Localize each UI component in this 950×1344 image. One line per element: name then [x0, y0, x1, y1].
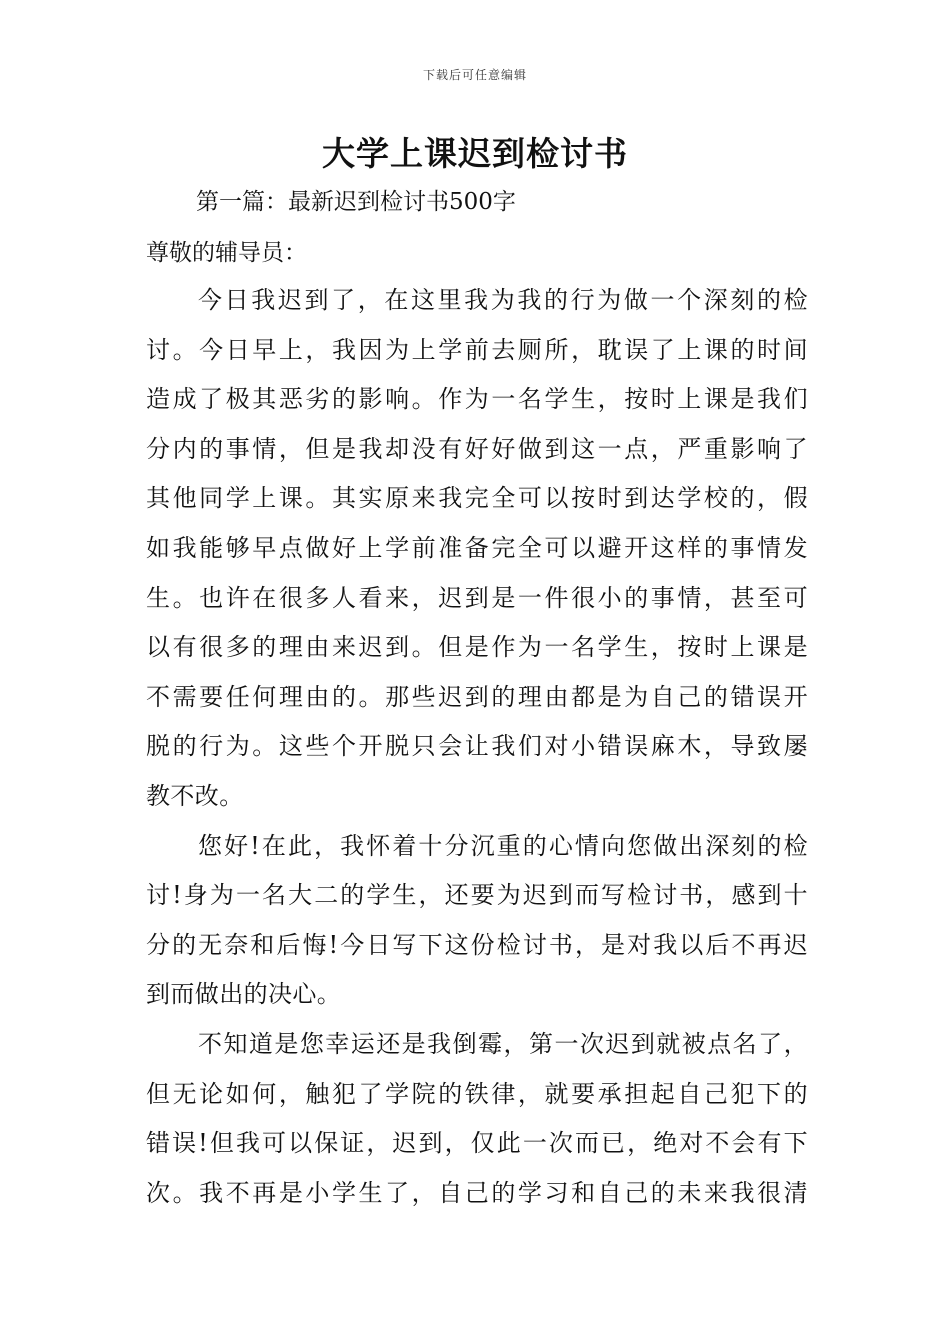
- text-line: 次。我不再是小学生了，自己的学习和自己的未来我很清: [146, 1178, 808, 1207]
- salutation: 尊敬的辅导员：: [146, 240, 307, 266]
- text-line: 生。也许在很多人看来，迟到是一件很小的事情，甚至可: [146, 583, 808, 612]
- text-line: 今日我迟到了，在这里我为我的行为做一个深刻的检: [198, 286, 808, 314]
- text-line: 其他同学上课。其实原来我完全可以按时到达学校的，假: [146, 484, 808, 513]
- text-line: 不需要任何理由的。那些迟到的理由都是为自己的错误开: [146, 682, 808, 711]
- body-text: [146, 282, 808, 1224]
- text-line: 讨。今日早上，我因为上学前去厕所，耽误了上课的时间: [146, 335, 808, 364]
- text-line: 错误!但我可以保证，迟到，仅此一次而已，绝对不会有下: [146, 1129, 808, 1158]
- header-note: 下载后可任意编辑: [422, 68, 527, 82]
- text-line: 但无论如何，触犯了学院的铁律，就要承担起自己犯下的: [146, 1079, 808, 1108]
- text-line: 以有很多的理由来迟到。但是作为一名学生，按时上课是: [146, 633, 808, 662]
- text-line: 造成了极其恶劣的影响。作为一名学生，按时上课是我们: [146, 385, 808, 414]
- text-line: 分的无奈和后悔!今日写下这份检讨书，是对我以后不再迟: [146, 930, 808, 959]
- text-line: 讨!身为一名大二的学生，还要为迟到而写检讨书，感到十: [146, 881, 808, 910]
- text-line: 分内的事情，但是我却没有好好做到这一点，严重影响了: [146, 434, 808, 463]
- section-subtitle: 第一篇：最新迟到检讨书500字: [196, 189, 516, 215]
- text-line: 到而做出的决心。: [146, 980, 342, 1009]
- text-line: 如我能够早点做好上学前准备完全可以避开这样的事情发: [146, 533, 808, 562]
- document-title: 大学上课迟到检讨书: [322, 134, 628, 173]
- text-line: 教不改。: [146, 781, 244, 810]
- text-line: 不知道是您幸运还是我倒霉，第一次迟到就被点名了，: [198, 1029, 808, 1058]
- text-line: 脱的行为。这些个开脱只会让我们对小错误麻木，导致屡: [146, 732, 808, 761]
- text-line: 您好!在此，我怀着十分沉重的心情向您做出深刻的检: [198, 831, 808, 860]
